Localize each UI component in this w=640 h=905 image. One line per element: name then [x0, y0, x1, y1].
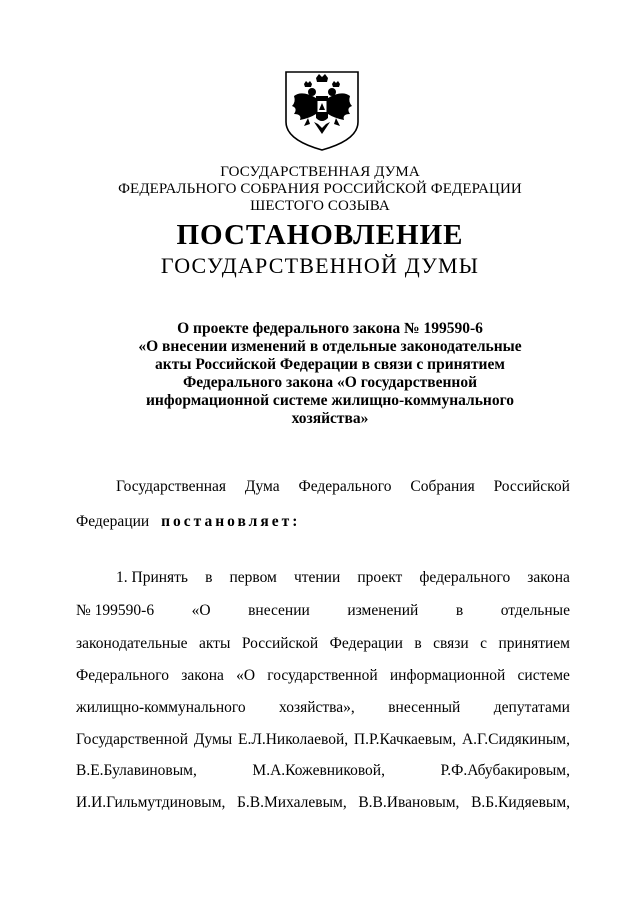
- item-1-word: Е.Л.Николаевой,: [237, 731, 349, 748]
- russian-coat-of-arms-icon: [282, 68, 362, 152]
- preamble-word: Российской: [493, 478, 570, 495]
- item-1-line: [76, 731, 570, 751]
- subject-line: О проекте федерального закона № 199590-6: [177, 320, 483, 337]
- item-1-word: П.Р.Качкаевым,: [353, 731, 457, 748]
- item-1-line: [116, 569, 570, 589]
- item-1-word: Федерального: [76, 667, 170, 684]
- preamble-word: Собрания: [410, 478, 475, 495]
- item-1-word: И.И.Гильмутдиновым,: [76, 794, 226, 811]
- item-1-word: в: [205, 569, 213, 586]
- item-1-word: федерального: [419, 569, 511, 586]
- item-1-word: Р.Ф.Абубакировым,: [440, 762, 570, 779]
- item-1-word: в: [414, 635, 422, 652]
- subject-line: хозяйства»: [291, 410, 369, 427]
- preamble-line: [116, 478, 570, 498]
- item-1-word: внесенный: [388, 699, 461, 716]
- item-1-word: проект: [357, 569, 403, 586]
- item-1-word: акты: [198, 635, 231, 652]
- preamble-word: Дума: [244, 478, 280, 495]
- item-1-word: жилищно-коммунального: [76, 699, 246, 716]
- item-1-word: в: [455, 602, 464, 619]
- item-1-word: связи: [433, 635, 469, 652]
- preamble-word: Федерации: [76, 513, 150, 530]
- item-1-line: [76, 602, 570, 622]
- item-1-word: изменений: [347, 602, 419, 619]
- preamble-line: [76, 513, 300, 533]
- document-subject: [110, 320, 550, 428]
- item-1-word: А.Г.Сидякиным,: [461, 731, 570, 748]
- item-1-line: [76, 762, 570, 782]
- preamble-word: Федерального: [298, 478, 392, 495]
- item-1-word: Б.В.Михалевым,: [237, 794, 347, 811]
- item-1-word: депутатами: [493, 699, 570, 716]
- org-line-1: ГОСУДАРСТВЕННАЯ ДУМА: [220, 164, 420, 180]
- subject-line: «О внесении изменений в отдельные законодательные: [138, 338, 522, 355]
- preamble-word: Государственная: [116, 478, 227, 495]
- item-1-word: хозяйства»,: [279, 699, 355, 716]
- item-1-word: № 199590-6: [76, 602, 155, 619]
- preamble-decision-word: постановляет:: [161, 513, 301, 530]
- item-1-word: 1. Принять: [116, 569, 189, 586]
- document-type-title: ПОСТАНОВЛЕНИЕ: [176, 219, 464, 251]
- document-issuer: ГОСУДАРСТВЕННОЙ ДУМЫ: [160, 253, 480, 278]
- item-1-word: «О: [191, 602, 211, 619]
- item-1-word: «О: [236, 667, 256, 684]
- item-1-word: В.Б.Кидяевым,: [471, 794, 570, 811]
- item-1-word: закона: [181, 667, 224, 684]
- item-1-word: М.А.Кожевниковой,: [252, 762, 385, 779]
- item-1-line: [76, 635, 570, 655]
- subject-line: Федерального закона «О государственной: [182, 374, 478, 391]
- item-1-word: закона: [527, 569, 570, 586]
- item-1-word: чтении: [293, 569, 341, 586]
- item-1-word: внесении: [248, 602, 310, 619]
- item-1-word: Российской: [241, 635, 319, 652]
- item-1-word: государственной: [267, 667, 378, 684]
- item-1-word: информационной: [389, 667, 506, 684]
- item-1-word: В.В.Ивановым,: [358, 794, 460, 811]
- item-1-word: В.Е.Булавиновым,: [76, 762, 197, 779]
- item-1-word: отдельные: [500, 602, 570, 619]
- item-1-line: [76, 699, 570, 719]
- subject-line: информационной системе жилищно-коммунального: [145, 392, 514, 409]
- item-1-word: Федерации: [329, 635, 403, 652]
- org-line-2: ФЕДЕРАЛЬНОГО СОБРАНИЯ РОССИЙСКОЙ ФЕДЕРАЦИИ: [118, 181, 522, 197]
- item-1-word: Думы: [193, 731, 233, 748]
- item-1-word: системе: [517, 667, 570, 684]
- item-1-word: принятием: [498, 635, 570, 652]
- item-1-line: [76, 794, 570, 814]
- item-1-word: законодательные: [76, 635, 188, 652]
- item-1-word: Государственной: [76, 731, 189, 748]
- item-1-word: первом: [229, 569, 277, 586]
- org-line-3: ШЕСТОГО СОЗЫВА: [250, 198, 390, 214]
- subject-line: акты Российской Федерации в связи с принятием: [155, 356, 505, 373]
- item-1-word: с: [480, 635, 487, 652]
- item-1-line: [76, 667, 570, 687]
